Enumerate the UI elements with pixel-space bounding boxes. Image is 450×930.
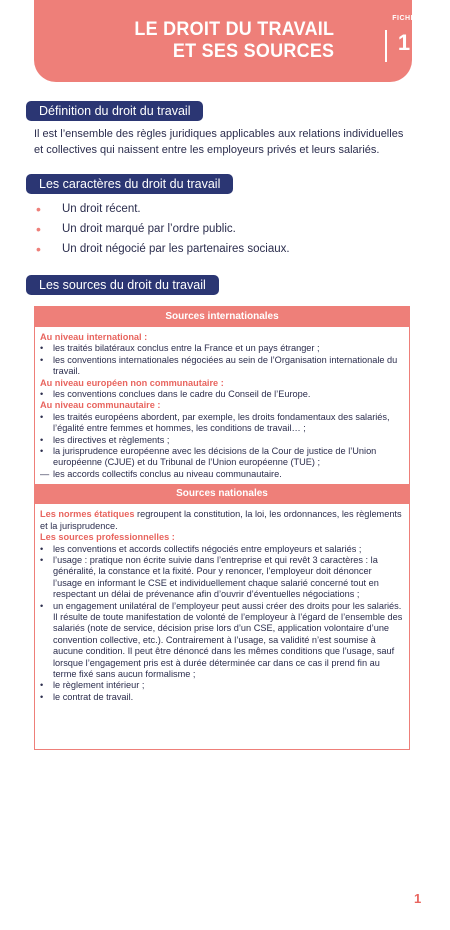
fiche-number: 1: [397, 30, 411, 55]
bullet-icon: •: [36, 201, 41, 217]
international-body: [35, 327, 409, 484]
list-item: — les accords collectifs conclus au niveau communautaire.: [40, 468, 282, 479]
definition-heading: Définition du droit du travail: [26, 101, 203, 121]
caracteres-list: [34, 199, 290, 259]
list-item: • les conventions internationales négociées au sein de l’Organisation internationale du travail.: [40, 354, 398, 377]
international-header: Sources internationales: [35, 307, 409, 327]
niveau-europeen-label: Au niveau européen non communautaire :: [40, 377, 224, 388]
list-item: • le contrat de travail.: [40, 691, 134, 702]
list-item: • Un droit négocié par les partenaires sociaux.: [36, 241, 290, 257]
sources-box: [34, 306, 410, 750]
list-item: • les conventions conclues dans le cadre du Conseil de l’Europe.: [40, 389, 311, 400]
header-banner: [34, 0, 416, 82]
definition-text: Il est l’ensemble des règles juridiques applicables aux relations individuelles et collectives qui naissent entre les employeurs privés et leurs salariés.: [34, 128, 404, 156]
list-item: • les directives et règlements ;: [40, 434, 170, 445]
list-item: • la jurisprudence européenne avec les décisions de la Cour de justice de l’Union européenne (CJUE) et du Tribunal de l’Union européenne (TUE) ;: [40, 446, 377, 468]
sources-heading: Les sources du droit du travail: [26, 275, 219, 295]
nationales-header: Sources nationales: [35, 484, 409, 504]
nationales-body: [35, 504, 409, 707]
list-item: • les traités bilatéraux conclus entre la France et un pays étranger ;: [40, 343, 320, 354]
niveau-international-label: Au niveau international :: [40, 332, 148, 342]
title-line-2: ET SES SOURCES: [172, 40, 334, 62]
list-item: • Un droit récent.: [36, 201, 141, 217]
pro-label: Les sources professionnelles :: [40, 532, 175, 543]
list-item: • un engagement unilatéral de l’employeur peut aussi créer des droits pour les salariés. Il résulte de toute manifestation de volonté de l’employeur à l’égard de l’ensemble des salariés (note de service, décision prise lors d’un CSE, application volontaire d’une convention collective, etc.). Contrairement à l’usage, sa validité n’est soumise à aucune condition. Il peut être dénoncé dans les mêmes conditions que l’usage, sauf lorsque l’engagement pris est à durée déterminée car dans ce cas il prend fin au terme fixé sans aucun formalisme ;: [40, 600, 403, 679]
bullet-icon: •: [36, 241, 41, 257]
normes-paragraph: [40, 509, 403, 532]
normes-text: regroupent la constitution, la loi, les ordonnances, les règlements et la jurisprudence.: [40, 509, 402, 531]
bullet-icon: •: [36, 221, 41, 237]
fiche-label: FICHE: [392, 15, 416, 22]
page-title: [134, 18, 334, 62]
title-divider: [385, 30, 387, 62]
list-item: • Un droit marqué par l’ordre public.: [36, 221, 236, 237]
page-number: 1: [414, 891, 422, 906]
title-line-1: LE DROIT DU TRAVAIL: [134, 18, 334, 40]
list-item: • les traités européens abordent, par exemple, les droits fondamentaux des salariés, l’égalité entre femmes et hommes, les conditions de travail… ;: [40, 411, 390, 434]
list-item: • les conventions et accords collectifs négociés entre employeurs et salariés ;: [40, 543, 362, 554]
list-item: • le règlement intérieur ;: [40, 680, 145, 691]
list-item: • l’usage : pratique non écrite suivie dans l’entreprise et qui revêt 3 caractères : la généralité, la constance et la fixité. Pour y renoncer, l’employeur doit dénoncer l’usage en informant le CSE et individuellement chaque salarié concerné tout en respectant un délai de prévenance afin d’ouvrir d’éventuelles négociations ;: [40, 554, 379, 600]
niveau-communautaire-label: Au niveau communautaire :: [40, 400, 161, 411]
caracteres-heading: Les caractères du droit du travail: [26, 174, 233, 194]
normes-label: Les normes étatiques: [40, 509, 135, 520]
